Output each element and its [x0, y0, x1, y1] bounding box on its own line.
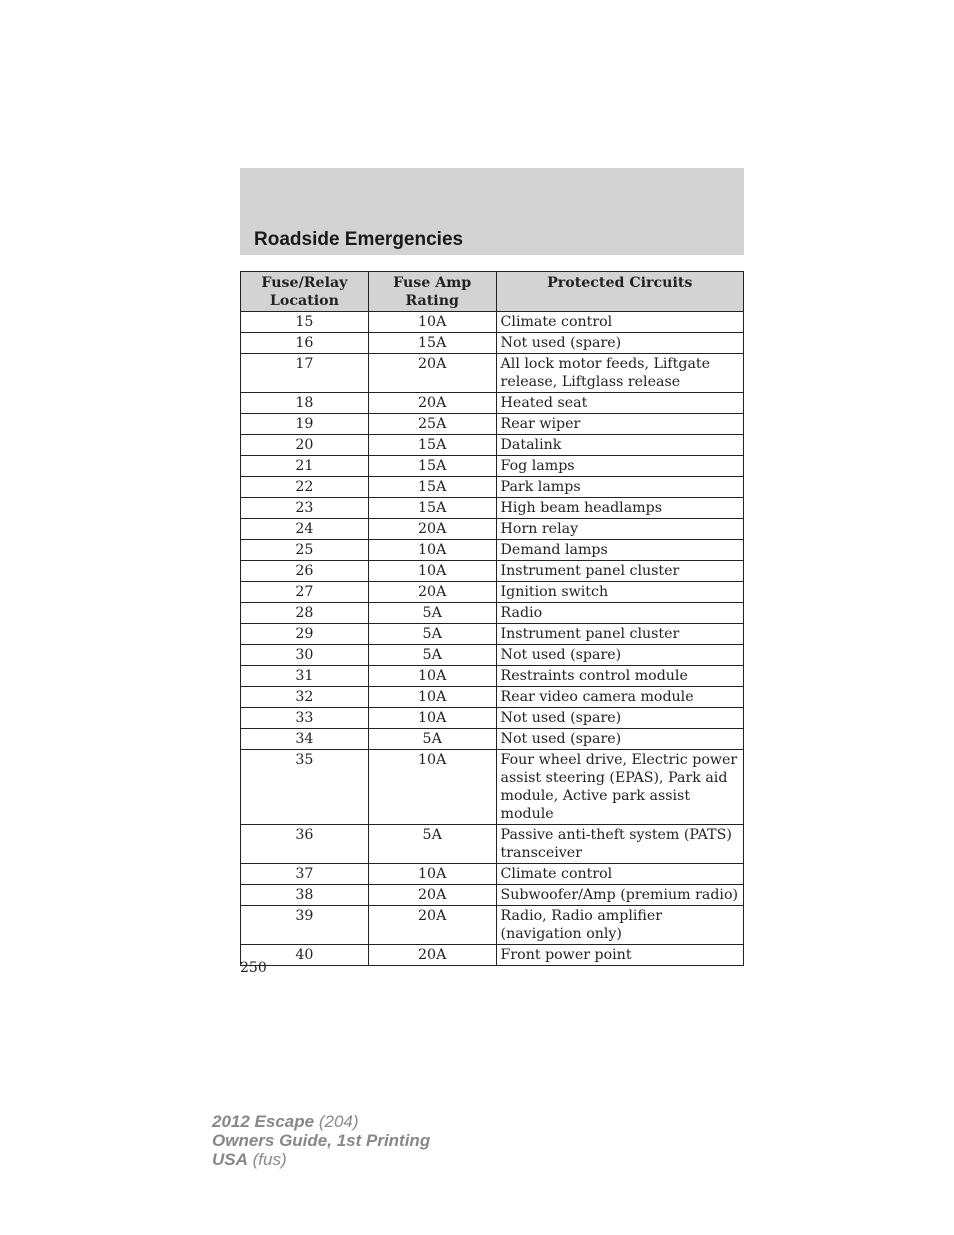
cell-location: 39: [241, 906, 369, 945]
cell-amp-rating: 5A: [368, 645, 496, 666]
table-row: [241, 825, 744, 864]
table-row: [241, 435, 744, 456]
footer-line-2: [212, 1131, 430, 1150]
cell-protected-circuits: Four wheel drive, Electric power assist steering (EPAS), Park aid module, Active park assist module: [496, 750, 743, 825]
cell-amp-rating: 10A: [368, 708, 496, 729]
cell-location: 38: [241, 885, 369, 906]
table-row: [241, 540, 744, 561]
cell-protected-circuits: Heated seat: [496, 393, 743, 414]
table-row: [241, 750, 744, 825]
cell-amp-rating: 10A: [368, 561, 496, 582]
cell-amp-rating: 10A: [368, 864, 496, 885]
table-row: [241, 729, 744, 750]
cell-amp-rating: 15A: [368, 456, 496, 477]
cell-location: 27: [241, 582, 369, 603]
table-row: [241, 312, 744, 333]
table-row: [241, 393, 744, 414]
footer-model: 2012 Escape: [212, 1112, 315, 1131]
cell-location: 37: [241, 864, 369, 885]
cell-location: 33: [241, 708, 369, 729]
cell-amp-rating: 5A: [368, 603, 496, 624]
cell-protected-circuits: High beam headlamps: [496, 498, 743, 519]
table-row: [241, 354, 744, 393]
section-header-band: [240, 168, 744, 255]
cell-amp-rating: 20A: [368, 393, 496, 414]
cell-location: 24: [241, 519, 369, 540]
table-row: [241, 708, 744, 729]
cell-location: 15: [241, 312, 369, 333]
footer-market-code: (fus): [252, 1150, 287, 1169]
table-row: [241, 477, 744, 498]
cell-location: 16: [241, 333, 369, 354]
cell-amp-rating: 15A: [368, 498, 496, 519]
header-location: Fuse/Relay Location: [241, 272, 369, 312]
table-row: [241, 333, 744, 354]
cell-amp-rating: 15A: [368, 477, 496, 498]
table-row: [241, 945, 744, 966]
cell-protected-circuits: Instrument panel cluster: [496, 561, 743, 582]
table-row: [241, 498, 744, 519]
cell-location: 28: [241, 603, 369, 624]
table-row: [241, 561, 744, 582]
cell-location: 40: [241, 945, 369, 966]
cell-protected-circuits: Radio: [496, 603, 743, 624]
cell-amp-rating: 20A: [368, 885, 496, 906]
fuse-table: [240, 271, 744, 966]
table-row: [241, 414, 744, 435]
table-row: [241, 885, 744, 906]
table-row: [241, 582, 744, 603]
cell-protected-circuits: Not used (spare): [496, 708, 743, 729]
header-amp-rating: Fuse Amp Rating: [368, 272, 496, 312]
cell-amp-rating: 5A: [368, 624, 496, 645]
cell-location: 18: [241, 393, 369, 414]
cell-location: 17: [241, 354, 369, 393]
cell-location: 26: [241, 561, 369, 582]
cell-location: 23: [241, 498, 369, 519]
cell-protected-circuits: Ignition switch: [496, 582, 743, 603]
cell-protected-circuits: Not used (spare): [496, 729, 743, 750]
header-protected-circuits: Protected Circuits: [496, 272, 743, 312]
footer-line-3: [212, 1150, 430, 1169]
document-footer: [212, 1112, 430, 1169]
cell-protected-circuits: Radio, Radio amplifier (navigation only): [496, 906, 743, 945]
cell-location: 34: [241, 729, 369, 750]
cell-protected-circuits: Instrument panel cluster: [496, 624, 743, 645]
cell-location: 31: [241, 666, 369, 687]
table-row: [241, 687, 744, 708]
cell-amp-rating: 20A: [368, 519, 496, 540]
cell-amp-rating: 20A: [368, 582, 496, 603]
cell-amp-rating: 10A: [368, 312, 496, 333]
cell-protected-circuits: Fog lamps: [496, 456, 743, 477]
footer-model-code: (204): [318, 1112, 359, 1131]
cell-amp-rating: 15A: [368, 333, 496, 354]
cell-protected-circuits: Park lamps: [496, 477, 743, 498]
cell-amp-rating: 10A: [368, 540, 496, 561]
cell-location: 20: [241, 435, 369, 456]
cell-location: 25: [241, 540, 369, 561]
table-row: [241, 864, 744, 885]
cell-protected-circuits: Not used (spare): [496, 333, 743, 354]
cell-location: 29: [241, 624, 369, 645]
cell-amp-rating: 5A: [368, 729, 496, 750]
cell-protected-circuits: Restraints control module: [496, 666, 743, 687]
footer-line-1: [212, 1112, 430, 1131]
cell-amp-rating: 10A: [368, 687, 496, 708]
cell-protected-circuits: Passive anti-theft system (PATS) transceiver: [496, 825, 743, 864]
cell-location: 30: [241, 645, 369, 666]
cell-protected-circuits: All lock motor feeds, Liftgate release, Liftglass release: [496, 354, 743, 393]
cell-amp-rating: 20A: [368, 906, 496, 945]
cell-protected-circuits: Rear video camera module: [496, 687, 743, 708]
cell-protected-circuits: Datalink: [496, 435, 743, 456]
cell-protected-circuits: Subwoofer/Amp (premium radio): [496, 885, 743, 906]
footer-market: USA: [212, 1150, 248, 1169]
cell-amp-rating: 10A: [368, 750, 496, 825]
cell-location: 22: [241, 477, 369, 498]
page-number: 250: [240, 960, 267, 976]
table-row: [241, 456, 744, 477]
table-row: [241, 645, 744, 666]
cell-amp-rating: 15A: [368, 435, 496, 456]
cell-protected-circuits: Climate control: [496, 864, 743, 885]
table-row: [241, 624, 744, 645]
cell-protected-circuits: Front power point: [496, 945, 743, 966]
cell-amp-rating: 5A: [368, 825, 496, 864]
table-row: [241, 519, 744, 540]
cell-location: 19: [241, 414, 369, 435]
table-row: [241, 603, 744, 624]
cell-protected-circuits: Rear wiper: [496, 414, 743, 435]
cell-location: 35: [241, 750, 369, 825]
cell-protected-circuits: Not used (spare): [496, 645, 743, 666]
footer-guide: Owners Guide, 1st Printing: [212, 1131, 431, 1150]
cell-amp-rating: 10A: [368, 666, 496, 687]
cell-amp-rating: 20A: [368, 354, 496, 393]
section-title: Roadside Emergencies: [254, 229, 464, 250]
cell-protected-circuits: Demand lamps: [496, 540, 743, 561]
cell-location: 32: [241, 687, 369, 708]
cell-protected-circuits: Horn relay: [496, 519, 743, 540]
cell-protected-circuits: Climate control: [496, 312, 743, 333]
table-row: [241, 906, 744, 945]
table-row: [241, 666, 744, 687]
cell-amp-rating: 25A: [368, 414, 496, 435]
cell-location: 36: [241, 825, 369, 864]
table-header-row: [241, 272, 744, 312]
cell-amp-rating: 20A: [368, 945, 496, 966]
cell-location: 21: [241, 456, 369, 477]
